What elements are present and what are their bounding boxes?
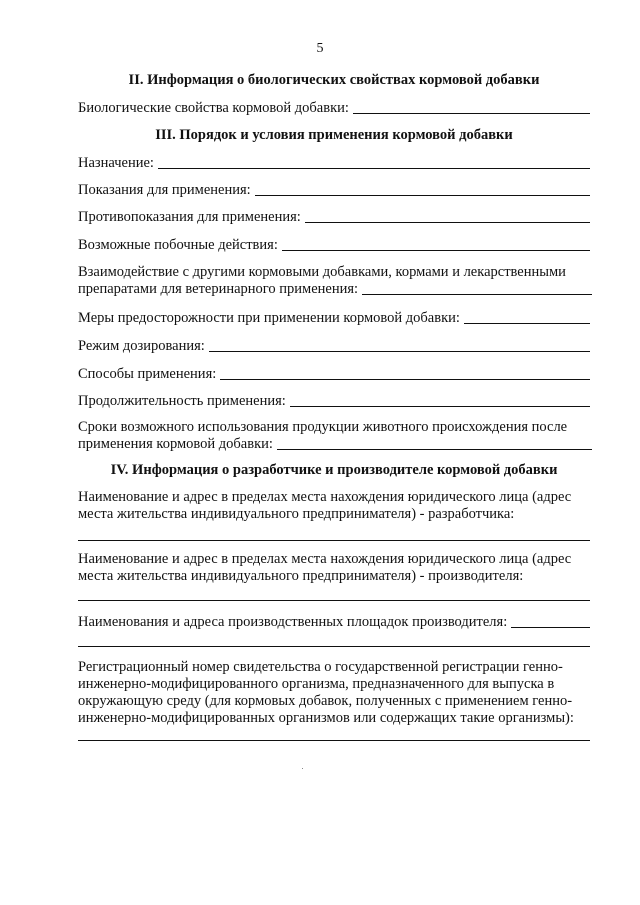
field-label: Биологические свойства кормовой добавки: bbox=[78, 100, 349, 116]
fill-line bbox=[353, 101, 590, 114]
paragraph-line: окружающую среду (для кормовых добавок, полученных с применением генно- bbox=[78, 693, 573, 709]
paragraph-line: Сроки возможного использования продукции животного происхождения после bbox=[78, 419, 568, 435]
production-sites-fill-line bbox=[78, 646, 590, 647]
paragraph-line: Наименование и адрес в пределах места нахождения юридического лица (адрес bbox=[78, 489, 572, 505]
fill-line bbox=[290, 394, 590, 407]
section-3-heading: III. Порядок и условия применения кормовой добавки bbox=[155, 127, 513, 143]
developer-field bbox=[78, 489, 592, 523]
fill-line bbox=[209, 339, 590, 352]
field-label: Наименования и адреса производственных площадок производителя: bbox=[78, 614, 508, 630]
paragraph-line: препаратами для ветеринарного применения: bbox=[78, 281, 359, 297]
field-label: Противопоказания для применения: bbox=[78, 209, 301, 225]
precautions-field bbox=[78, 310, 590, 327]
interaction-field bbox=[78, 264, 592, 298]
fill-line bbox=[305, 210, 590, 223]
paragraph-line: инженерно-модифицированного организма, предназначенного для выпуска в bbox=[78, 676, 555, 692]
production-sites-field bbox=[78, 614, 590, 631]
purpose-field bbox=[78, 155, 590, 172]
indications-field bbox=[78, 182, 590, 199]
field-label: Меры предосторожности при применении кормовой добавки: bbox=[78, 310, 460, 326]
fill-line bbox=[282, 238, 590, 251]
contraindications-field bbox=[78, 209, 590, 226]
field-label: Назначение: bbox=[78, 155, 154, 171]
section-4-heading: IV. Информация о разработчике и производителе кормовой добавки bbox=[110, 462, 558, 478]
duration-field bbox=[78, 393, 590, 410]
fill-line bbox=[511, 615, 590, 628]
developer-fill-line bbox=[78, 540, 590, 541]
page-number: 5 bbox=[316, 41, 324, 56]
manufacturer-field bbox=[78, 551, 592, 585]
fill-line bbox=[362, 282, 592, 295]
biological-properties-field bbox=[78, 100, 590, 117]
fill-line bbox=[255, 183, 590, 196]
paragraph-line: инженерно-модифицированных организмов или содержащих такие организмы): bbox=[78, 710, 574, 726]
dosage-field bbox=[78, 338, 590, 355]
application-methods-field bbox=[78, 366, 590, 383]
section-2-heading: II. Информация о биологических свойствах кормовой добавки bbox=[128, 72, 540, 88]
field-label: Продолжительность применения: bbox=[78, 393, 286, 409]
paragraph-line: места жительства индивидуального предпринимателя) - производителя: bbox=[78, 568, 524, 584]
manufacturer-fill-line bbox=[78, 600, 590, 601]
paragraph-line: Наименование и адрес в пределах места нахождения юридического лица (адрес bbox=[78, 551, 572, 567]
fill-line bbox=[220, 367, 590, 380]
field-label: Способы применения: bbox=[78, 366, 217, 382]
gmo-registration-field bbox=[78, 659, 592, 727]
field-label: Режим дозирования: bbox=[78, 338, 205, 354]
fill-line bbox=[464, 311, 590, 324]
side-effects-field bbox=[78, 237, 590, 254]
fill-line bbox=[158, 156, 590, 169]
product-use-terms-field bbox=[78, 419, 592, 453]
paragraph-line: места жительства индивидуального предпринимателя) - разработчика: bbox=[78, 506, 515, 522]
field-label: Возможные побочные действия: bbox=[78, 237, 278, 253]
paragraph-line: Взаимодействие с другими кормовыми добавками, кормами и лекарственными bbox=[78, 264, 566, 280]
scan-speck bbox=[302, 768, 303, 769]
paragraph-line: Регистрационный номер свидетельства о государственной регистрации генно- bbox=[78, 659, 563, 675]
field-label: Показания для применения: bbox=[78, 182, 251, 198]
fill-line bbox=[277, 437, 592, 450]
paragraph-line: применения кормовой добавки: bbox=[78, 436, 273, 452]
gmo-registration-fill-line bbox=[78, 740, 590, 741]
